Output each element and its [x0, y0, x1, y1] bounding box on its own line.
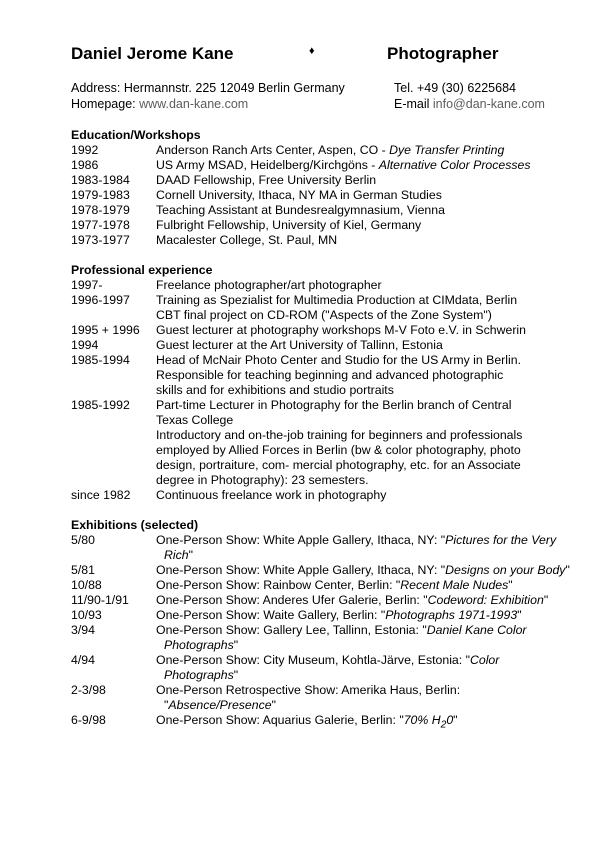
- entry-date: 1995 + 1996: [71, 323, 140, 337]
- entry-line: Training as Spezialist for Multimedia Production at CIMdata, Berlin: [156, 293, 518, 307]
- entry-text: Macalester College, St. Paul, MN: [156, 233, 338, 247]
- exhibitions-section: [71, 518, 571, 732]
- list-item: [71, 608, 571, 623]
- entry-line: CBT final project on CD-ROM ("Aspects of the Zone System"): [156, 308, 492, 322]
- entry-date: 1986: [71, 158, 99, 172]
- entry-text: Cornell University, Ithaca, NY MA in German Studies: [156, 188, 442, 202]
- entry-text: One-Person Show: Anderes Ufer Galerie, Berlin: "Codeword: Exhibition": [156, 593, 549, 607]
- entry-line: Guest lecturer at the Art University of Tallinn, Estonia: [156, 338, 443, 352]
- entry-title: 70% H: [403, 713, 441, 727]
- entry-line: design, portraiture, com- mercial photography, etc. for an Associate: [156, 458, 521, 472]
- entry-title: Pictures for the Very Rich: [164, 533, 557, 562]
- entry-date: 1985-1992: [71, 398, 130, 412]
- email: E-mail info@dan-kane.com: [394, 97, 545, 111]
- entry-date: 1973-1977: [71, 233, 130, 247]
- email-link[interactable]: info@dan-kane.com: [432, 97, 545, 111]
- entry-date: 10/93: [71, 608, 102, 622]
- entry-line: Part-time Lecturer in Photography for the Berlin branch of Central: [156, 398, 512, 412]
- list-item: [71, 713, 571, 732]
- entry-line: Guest lecturer at photography workshops M-V Foto e.V. in Schwerin: [156, 323, 526, 337]
- list-item: [71, 683, 571, 713]
- entry-text: US Army MSAD, Heidelberg/Kirchgöns - Alternative Color Processes: [156, 158, 531, 172]
- list-item: [71, 203, 571, 218]
- education-section: [71, 128, 571, 248]
- address: Address: Hermannstr. 225 12049 Berlin Germany: [71, 81, 345, 95]
- entry-date: 3/94: [71, 623, 95, 637]
- entry-date: 1994: [71, 338, 99, 352]
- diamond-separator-icon: ♦: [309, 45, 315, 57]
- entry-line: skills and for exhibitions and studio portraits: [156, 383, 394, 397]
- homepage: Homepage: www.dan-kane.com: [71, 97, 249, 111]
- entry-title: Recent Male Nudes: [400, 578, 509, 592]
- list-item: [71, 233, 571, 248]
- entry-text: One-Person Show: Waite Gallery, Berlin: "Photographs 1971-1993": [156, 608, 522, 622]
- entry-text: One-Person Show: White Apple Gallery, Ithaca, NY: "Pictures for the Very Rich": [156, 533, 557, 562]
- section-title: Education/Workshops: [71, 128, 201, 142]
- entry-date: 1992: [71, 143, 99, 157]
- list-item: [71, 653, 571, 683]
- entry-date: 5/81: [71, 563, 95, 577]
- entry-line: degree in Photography): 23 semesters.: [156, 473, 369, 487]
- entry-date: 6-9/98: [71, 713, 106, 727]
- list-item: [71, 293, 571, 323]
- list-item: [71, 533, 571, 563]
- entry-date: 1996-1997: [71, 293, 130, 307]
- list-item: [71, 398, 571, 488]
- role-heading: Photographer: [387, 44, 499, 63]
- entry-line: Head of McNair Photo Center and Studio for the US Army in Berlin.: [156, 353, 521, 367]
- entry-title: Designs on your Body: [445, 563, 566, 577]
- entry-date: 1997-: [71, 278, 103, 292]
- entry-date: since 1982: [71, 488, 131, 502]
- entry-title: Color Photographs: [164, 653, 500, 682]
- entry-date: 1977-1978: [71, 218, 130, 232]
- entry-line: Introductory and on-the-job training for beginners and professionals: [156, 428, 523, 442]
- entry-line: Freelance photographer/art photographer: [156, 278, 382, 292]
- entry-title: Photographs 1971-1993: [385, 608, 518, 622]
- entry-line: Responsible for teaching beginning and advanced photographic: [156, 368, 504, 382]
- entry-date: 1978-1979: [71, 203, 130, 217]
- entry-text: One-Person Show: White Apple Gallery, Ithaca, NY: "Designs on your Body": [156, 563, 570, 577]
- entry-subscript: 2: [440, 719, 447, 731]
- list-item: [71, 578, 571, 593]
- contact-block: [71, 80, 571, 112]
- entry-date: 1983-1984: [71, 173, 130, 187]
- entry-title: Alternative Color Processes: [378, 158, 531, 172]
- list-item: [71, 158, 571, 173]
- experience-section: [71, 263, 571, 503]
- cv-body: [71, 128, 571, 747]
- list-item: [71, 623, 571, 653]
- name-heading: Daniel Jerome Kane: [71, 44, 234, 63]
- list-item: [71, 593, 571, 608]
- entry-title-suffix: 0: [446, 713, 454, 727]
- list-item: [71, 218, 571, 233]
- entry-line: employed by Allied Forces in Berlin (bw & color photography, photo: [156, 443, 521, 457]
- entry-date: 4/94: [71, 653, 95, 667]
- list-item: [71, 563, 571, 578]
- entry-text: DAAD Fellowship, Free University Berlin: [156, 173, 377, 187]
- list-item: [71, 188, 571, 203]
- entry-text: One-Person Show: Aquarius Galerie, Berlin: "70% $H_20$": [156, 713, 458, 731]
- list-item: [71, 338, 571, 353]
- entry-line: Texas College: [156, 413, 234, 427]
- entry-date: 11/90-1/91: [71, 593, 129, 607]
- entry-title: Dye Transfer Printing: [389, 143, 505, 157]
- entry-text: Teaching Assistant at Bundesrealgymnasium, Vienna: [156, 203, 445, 217]
- list-item: [71, 488, 571, 503]
- entry-text: One-Person Show: City Museum, Kohtla-Järve, Estonia: "Color Photographs": [156, 653, 500, 682]
- homepage-link[interactable]: www.dan-kane.com: [139, 97, 249, 111]
- entry-text: One-Person Show: Rainbow Center, Berlin: "Recent Male Nudes": [156, 578, 513, 592]
- list-item: [71, 323, 571, 338]
- list-item: [71, 173, 571, 188]
- entry-title: Absence/Presence: [168, 698, 272, 712]
- entry-text: One-Person Show: Gallery Lee, Tallinn, Estonia: "Daniel Kane Color Photographs": [156, 623, 527, 652]
- entry-text: One-Person Retrospective Show: Amerika Haus, Berlin: "Absence/Presence": [156, 683, 461, 712]
- entry-title: Codeword: Exhibition: [427, 593, 544, 607]
- phone: Tel. +49 (30) 6225684: [394, 81, 516, 95]
- list-item: [71, 278, 571, 293]
- entry-date: 10/88: [71, 578, 102, 592]
- section-title: Professional experience: [71, 263, 213, 277]
- list-item: [71, 143, 571, 158]
- entry-text: Fulbright Fellowship, University of Kiel, Germany: [156, 218, 422, 232]
- list-item: [71, 353, 571, 398]
- entry-date: 1979-1983: [71, 188, 130, 202]
- entry-date: 1985-1994: [71, 353, 130, 367]
- header: [71, 44, 571, 66]
- entry-text: Anderson Ranch Arts Center, Aspen, CO - Dye Transfer Printing: [156, 143, 505, 157]
- entry-date: 5/80: [71, 533, 95, 547]
- section-title: Exhibitions (selected): [71, 518, 199, 532]
- entry-line: Continuous freelance work in photography: [156, 488, 387, 502]
- entry-title: Daniel Kane Color Photographs: [164, 623, 527, 652]
- entry-date: 2-3/98: [71, 683, 106, 697]
